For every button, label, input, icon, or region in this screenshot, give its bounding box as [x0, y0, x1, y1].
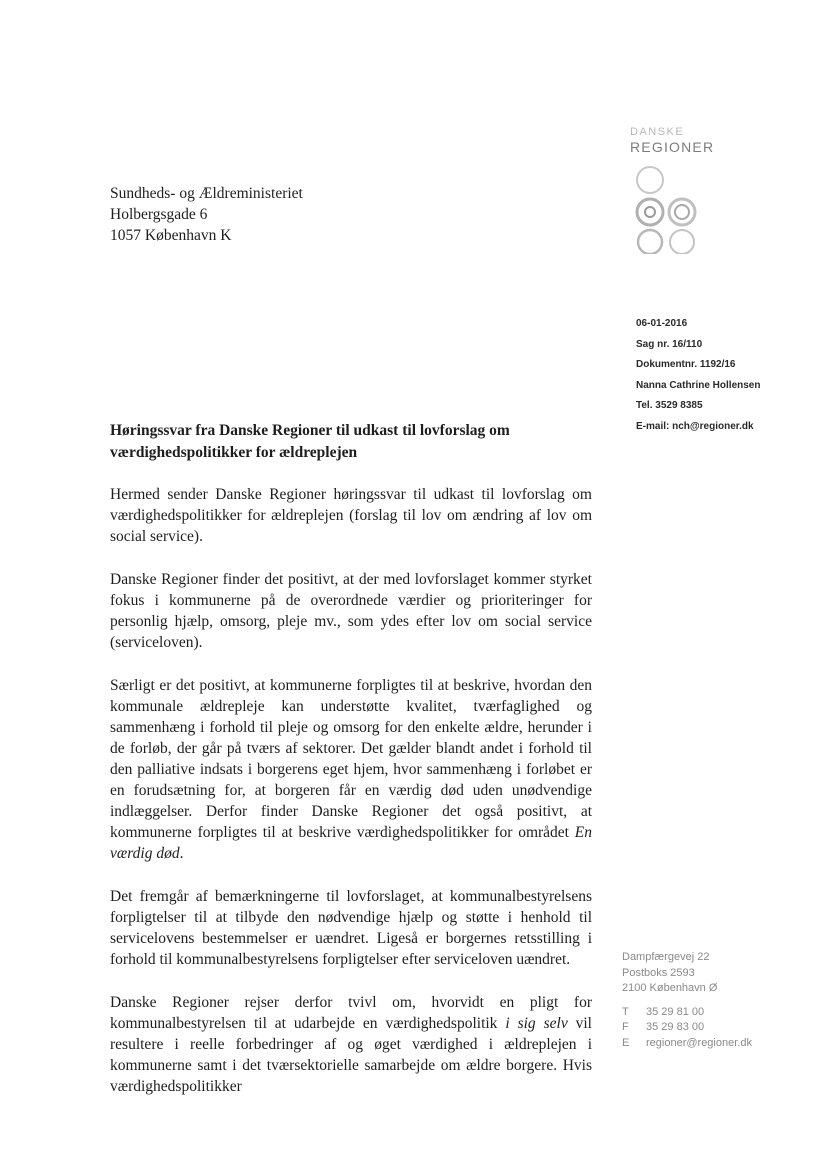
footer-email-row — [622, 1036, 752, 1052]
meta-phone: Tel. 3529 8385 — [636, 400, 703, 411]
letter-body — [110, 484, 592, 1119]
paragraph-5-text: Danske Regioner rejser derfor tvivl om, hvorvidt en pligt for kommunalbestyrelsen til at udarbejde en værdighedspolitik — [110, 994, 592, 1032]
sender-footer — [622, 950, 752, 1051]
logo-circles-icon — [634, 164, 710, 254]
recipient-line-3: 1057 København K — [110, 227, 232, 244]
footer-street: Dampfærgevej 22 — [622, 951, 710, 963]
recipient-line-1: Sundheds- og Ældreministeriet — [110, 185, 303, 202]
footer-fax-row — [622, 1020, 752, 1036]
footer-fax: 35 29 83 00 — [646, 1021, 705, 1033]
document-meta — [636, 314, 760, 437]
paragraph-5-emphasis: i sig selv — [505, 1015, 568, 1032]
footer-city: 2100 København Ø — [622, 982, 718, 994]
paragraph-1: Hermed sender Danske Regioner høringssvar til udkast til lovforslag om værdighedspolitikker for ældreplejen (forslag til lov om ændring af lov om social service). — [110, 486, 592, 545]
footer-email-label: E — [622, 1036, 630, 1049]
meta-case-number: Sag nr. 16/110 — [636, 338, 703, 350]
footer-email: regioner@regioner.dk — [646, 1036, 752, 1049]
letter-title: Høringssvar fra Danske Regioner til udkast til lovforslag om værdighedspolitikker for ældreplejen — [110, 422, 510, 461]
meta-contact-name: Nanna Cathrine Hollensen — [636, 379, 761, 391]
paragraph-2: Danske Regioner finder det positivt, at der med lovforslaget kommer styrket fokus i kommunerne på de overordnede værdier og prioriteringer for personlig hjælp, omsorg, pleje mv., som ydes efter lov om social service (serviceloven). — [110, 571, 592, 651]
logo-line-2: REGIONER — [630, 139, 715, 155]
paragraph-5-end: vil resultere i reelle forbedringer af og øget værdighed i ældreplejen i kommunerne samt i det tværsektorielle samarbejde om ældre borgere. Hvis værdighedspolitikker — [110, 1015, 592, 1095]
footer-postbox: Postboks 2593 — [622, 966, 695, 979]
footer-phone-row — [622, 1005, 752, 1021]
recipient-address — [110, 183, 303, 246]
paragraph-3-emphasis: En værdig død — [110, 824, 592, 862]
recipient-line-2: Holbergsgade 6 — [110, 206, 208, 223]
paragraph-3-end: . — [179, 845, 184, 862]
paragraph-3-text: Særligt er det positivt, at kommunerne forpligtes til at beskrive, hvordan den kommunale ældrepleje kan understøtte kvalitet, tværfaglighed og sammenhæng i forhold til pleje og omsorg for den enkelte ældre, herunder i de forløb, der går på tværs af sektorer. Det gælder blandt andet i forhold til den palliative indsats i borgerens eget hjem, hvor sammenhæng i forløbet er en forudsætning for, at borgeren får en værdig død uden unødvendige indlæggelser. Derfor finder Danske Regioner det også positivt, at kommunerne forpligtes til at beskrive værdighedspolitikker for området — [110, 677, 592, 841]
paragraph-4: Det fremgår af bemærkningerne til lovforslaget, at kommunalbestyrelsens forpligtelser til at tilbyde den nødvendige hjælp og støtte i henhold til servicelovens bestemmelser er uændret. Ligeså er borgernes retsstilling i forhold til kommunalbestyrelsens forpligtelser efter serviceloven uændret. — [110, 888, 592, 968]
meta-date: 06-01-2016 — [636, 318, 688, 329]
footer-phone: 35 29 81 00 — [646, 1005, 705, 1018]
footer-phone-label: T — [622, 1005, 629, 1018]
paragraph-3 — [110, 675, 592, 864]
logo-line-1: DANSKE — [630, 126, 685, 138]
meta-email: E-mail: nch@regioner.dk — [636, 420, 754, 432]
paragraph-5 — [110, 992, 592, 1097]
footer-fax-label: F — [622, 1021, 629, 1033]
meta-document-number: Dokumentnr. 1192/16 — [636, 359, 736, 370]
danske-regioner-logo — [630, 126, 720, 155]
